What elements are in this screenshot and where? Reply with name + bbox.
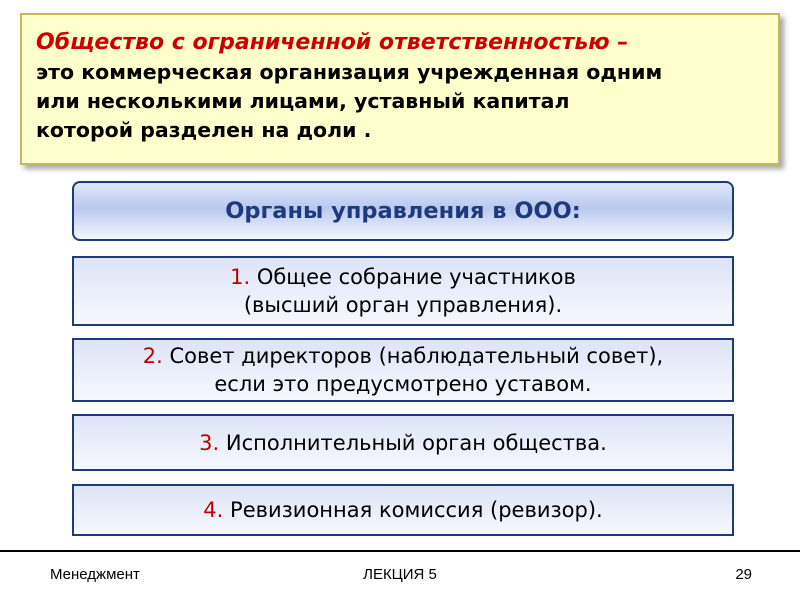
header-title: Органы управления в ООО: xyxy=(225,198,581,224)
definition-line: которой разделен на доли . xyxy=(36,118,372,142)
definition-term: Общество с ограниченной ответственностью – xyxy=(36,30,629,55)
body-item-board-of-directors xyxy=(72,338,734,402)
body-item-number: 3. xyxy=(199,430,220,455)
management-bodies-header xyxy=(72,181,734,241)
footer-lecture: ЛЕКЦИЯ 5 xyxy=(363,566,437,583)
body-item-line xyxy=(230,263,576,291)
body-item-line xyxy=(143,342,663,370)
footer-divider xyxy=(0,550,800,552)
body-item-audit-commission xyxy=(72,484,734,536)
body-item-number: 2. xyxy=(142,344,163,368)
body-item-number: 4. xyxy=(203,498,224,522)
body-item-text: (высший орган управления). xyxy=(243,293,563,317)
body-item-text: Общее собрание участников xyxy=(256,265,576,289)
body-item-general-meeting xyxy=(72,256,734,326)
footer-page-number: 29 xyxy=(735,566,752,583)
body-item-text: Исполнительный орган общества. xyxy=(225,430,607,455)
definition-box xyxy=(20,13,780,165)
definition-line: или несколькими лицами, уставный капитал xyxy=(36,89,570,113)
body-item-line xyxy=(203,496,602,524)
body-item-text: если это предусмотрено уставом. xyxy=(214,372,592,396)
body-item-executive-body xyxy=(72,414,734,471)
footer-subject: Менеджмент xyxy=(50,566,140,583)
body-item-text: Совет директоров (наблюдательный совет), xyxy=(169,344,664,368)
definition-line: это коммерческая организация учрежденная одним xyxy=(36,60,663,84)
body-item-line xyxy=(199,429,607,457)
body-item-number: 1. xyxy=(230,265,251,289)
body-item-text: Ревизионная комиссия (ревизор). xyxy=(230,498,603,522)
